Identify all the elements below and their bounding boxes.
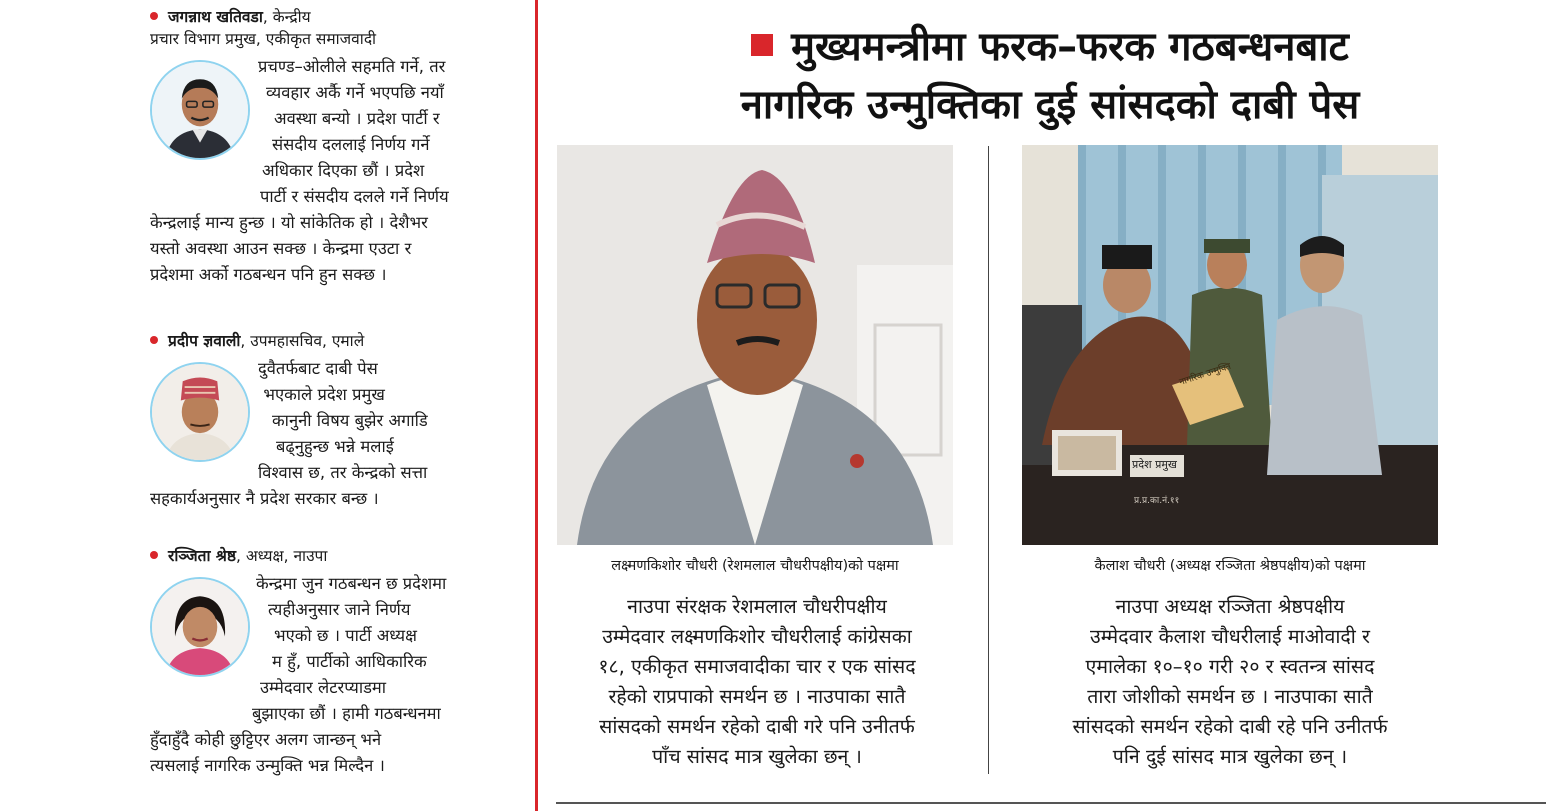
photo-caption: कैलाश चौधरी (अध्यक्ष रञ्जिता श्रेष्ठपक्षीय)को पक्षमा (1094, 558, 1366, 574)
avatar (150, 362, 250, 462)
bullet-icon (150, 12, 158, 20)
quote-shrestha (150, 545, 510, 779)
quote-name: प्रदीप ज्ञवाली (168, 332, 241, 350)
quote-body: प्रचण्ड–ओलीले सहमति गर्ने, तर व्यवहार अर्कै गर्ने भएपछि नयाँ अवस्था बन्यो । प्रदेश पार्टी र संसदीय दललाई निर्णय गर्ने अधिकार दिएका छौं । प्रदेश पार्टी र संसदीय दलले गर्ने निर्णय केन्द्रलाई मान्य हुन्छ । यो सांकेतिक हो । देशैभर यस्तो अवस्था आउन सक्छ । केन्द्रमा एउटा र प्रदेशमा अर्को गठबन्धन पनि हुन सक्छ । (150, 57, 449, 284)
quote-role: , केन्द्रीय (262, 8, 311, 26)
quote-gyawali (150, 330, 510, 512)
quote-body: दुवैतर्फबाट दाबी पेस भएकाले प्रदेश प्रमुख कानुनी विषय बुझेर अगाडि बढ्नुहुन्छ भन्ने मलाई विश्वास छ, तर केन्द्रको सत्ता सहकार्यअनुसार नै प्रदेश सरकार बन्छ । (150, 359, 428, 508)
headline-line2: नागरिक उन्मुक्तिका दुई सांसदको दाबी पेस (740, 82, 1360, 128)
quote-role-line2: प्रचार विभाग प्रमुख, एकीकृत समाजवादी (150, 30, 377, 48)
photo-laxman-kishor (557, 145, 953, 545)
column-divider-inner (988, 146, 989, 774)
quote-khatiwada (150, 6, 510, 288)
story-left: नाउपा संरक्षक रेशमलाल चौधरीपक्षीय उम्मेदवार लक्ष्मणकिशोर चौधरीलाई कांग्रेसका १८, एकीकृत समाजवादीका चार र एक सांसद रहेको राप्रपाको समर्थन छ । नाउपाका सातै सांसदको समर्थन रहेको दाबी गरे पनि उनीतर्फ पाँच सांसद मात्र खुलेका छन् । (598, 595, 916, 768)
bullet-icon (150, 551, 158, 559)
nameplate-label: प्रदेश प्रमुख (1132, 458, 1177, 471)
bullet-icon (150, 336, 158, 344)
quote-role: , उपमहासचिव, एमाले (240, 332, 365, 350)
desk-tag: प्र.प्र.का.नं.११ (1134, 496, 1180, 506)
quote-role: , अध्यक्ष, नाउपा (235, 547, 328, 565)
avatar (150, 60, 250, 160)
headline-line1: मुख्यमन्त्रीमा फरक–फरक गठबन्धनबाट (791, 24, 1349, 70)
story-right: नाउपा अध्यक्ष रञ्जिता श्रेष्ठपक्षीय उम्मेदवार कैलाश चौधरीलाई माओवादी र एमालेका १०–१० गरी २० र स्वतन्त्र सांसद तारा जोशीको समर्थन छ । नाउपाका सातै सांसदको समर्थन रहेको दाबी रहे पनि उनीतर्फ पनि दुई सांसद मात्र खुलेका छन् । (1072, 595, 1388, 768)
headline (560, 18, 1540, 134)
quote-name: जगन्नाथ खतिवडा (168, 8, 263, 26)
square-bullet-icon (751, 34, 773, 56)
photo-kailash-chaudhary (1022, 145, 1438, 545)
column-divider (535, 0, 538, 811)
quotes-column (0, 0, 520, 811)
photo-caption: लक्ष्मणकिशोर चौधरी (रेशमलाल चौधरीपक्षीय)को पक्षमा (611, 558, 899, 574)
quote-body: केन्द्रमा जुन गठबन्धन छ प्रदेशमा त्यहीअनुसार जाने निर्णय भएको छ । पार्टी अध्यक्ष म हुँ, पार्टीको आधिकारिक उम्मेदवार लेटरप्याडमा बुझाएका छौं । हामी गठबन्धनमा हुँदाहुँदै कोही छुट्टिएर अलग जान्छन् भने त्यसलाई नागरिक उन्मुक्ति भन्न मिल्दैन । (150, 574, 447, 775)
folder-label: नागरिक उन्मुक्ति (1178, 361, 1233, 388)
avatar (150, 577, 250, 677)
quote-name: रञ्जिता श्रेष्ठ (168, 547, 236, 565)
bottom-divider (556, 802, 1546, 804)
